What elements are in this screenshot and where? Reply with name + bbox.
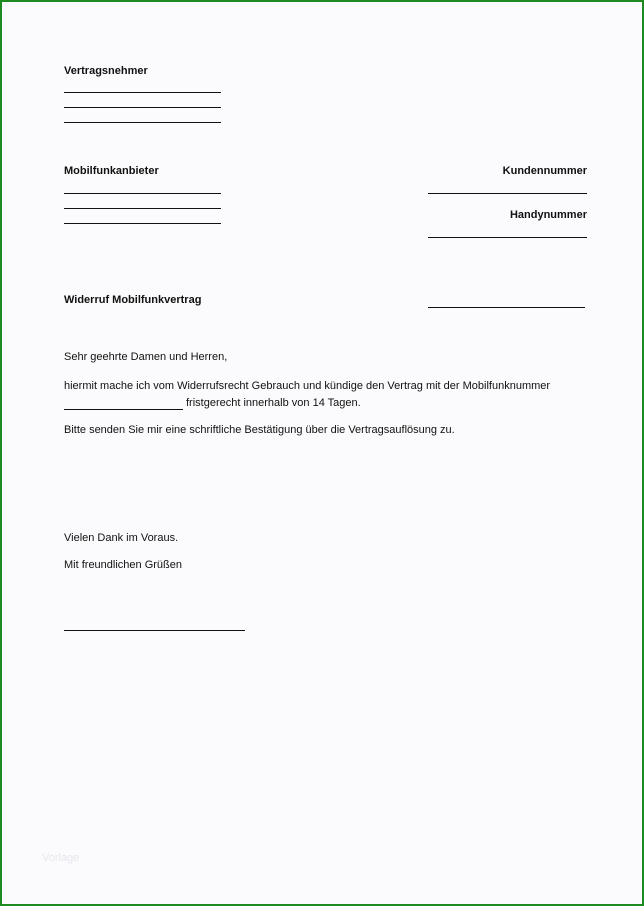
vertragsnehmer-line-2[interactable] [64,107,221,108]
handynummer-line[interactable] [428,237,587,238]
mobilfunkanbieter-line-1[interactable] [64,193,221,194]
kundennummer-line[interactable] [428,193,587,194]
vertragsnehmer-label: Vertragsnehmer [64,65,148,77]
body-line-2: fristgerecht innerhalb von 14 Tagen. [186,397,361,409]
signature-line[interactable] [64,630,245,631]
handynummer-label: Handynummer [509,209,587,221]
vertragsnehmer-line-1[interactable] [64,92,221,93]
mobilfunkanbieter-line-3[interactable] [64,223,221,224]
closing-regards: Mit freundlichen Grüßen [64,559,182,571]
watermark-text: Vorlage [42,852,80,864]
closing-thanks: Vielen Dank im Voraus. [64,532,179,544]
body-line-3: Bitte senden Sie mir eine schriftliche Bestätigung über die Vertragsauflösung zu. [64,424,455,436]
mobilfunknummer-blank[interactable] [64,409,183,410]
vertragsnehmer-line-3[interactable] [64,122,221,123]
date-line[interactable] [428,307,585,308]
subject-heading: Widerruf Mobilfunkvertrag [64,294,202,306]
salutation: Sehr geehrte Damen und Herren, [64,351,228,363]
mobilfunkanbieter-label: Mobilfunkanbieter [64,165,159,177]
mobilfunkanbieter-line-2[interactable] [64,208,221,209]
kundennummer-label: Kundennummer [502,165,587,177]
body-line-1: hiermit mache ich vom Widerrufsrecht Gebrauch und kündige den Vertrag mit der Mobilfunknummer [64,380,551,392]
